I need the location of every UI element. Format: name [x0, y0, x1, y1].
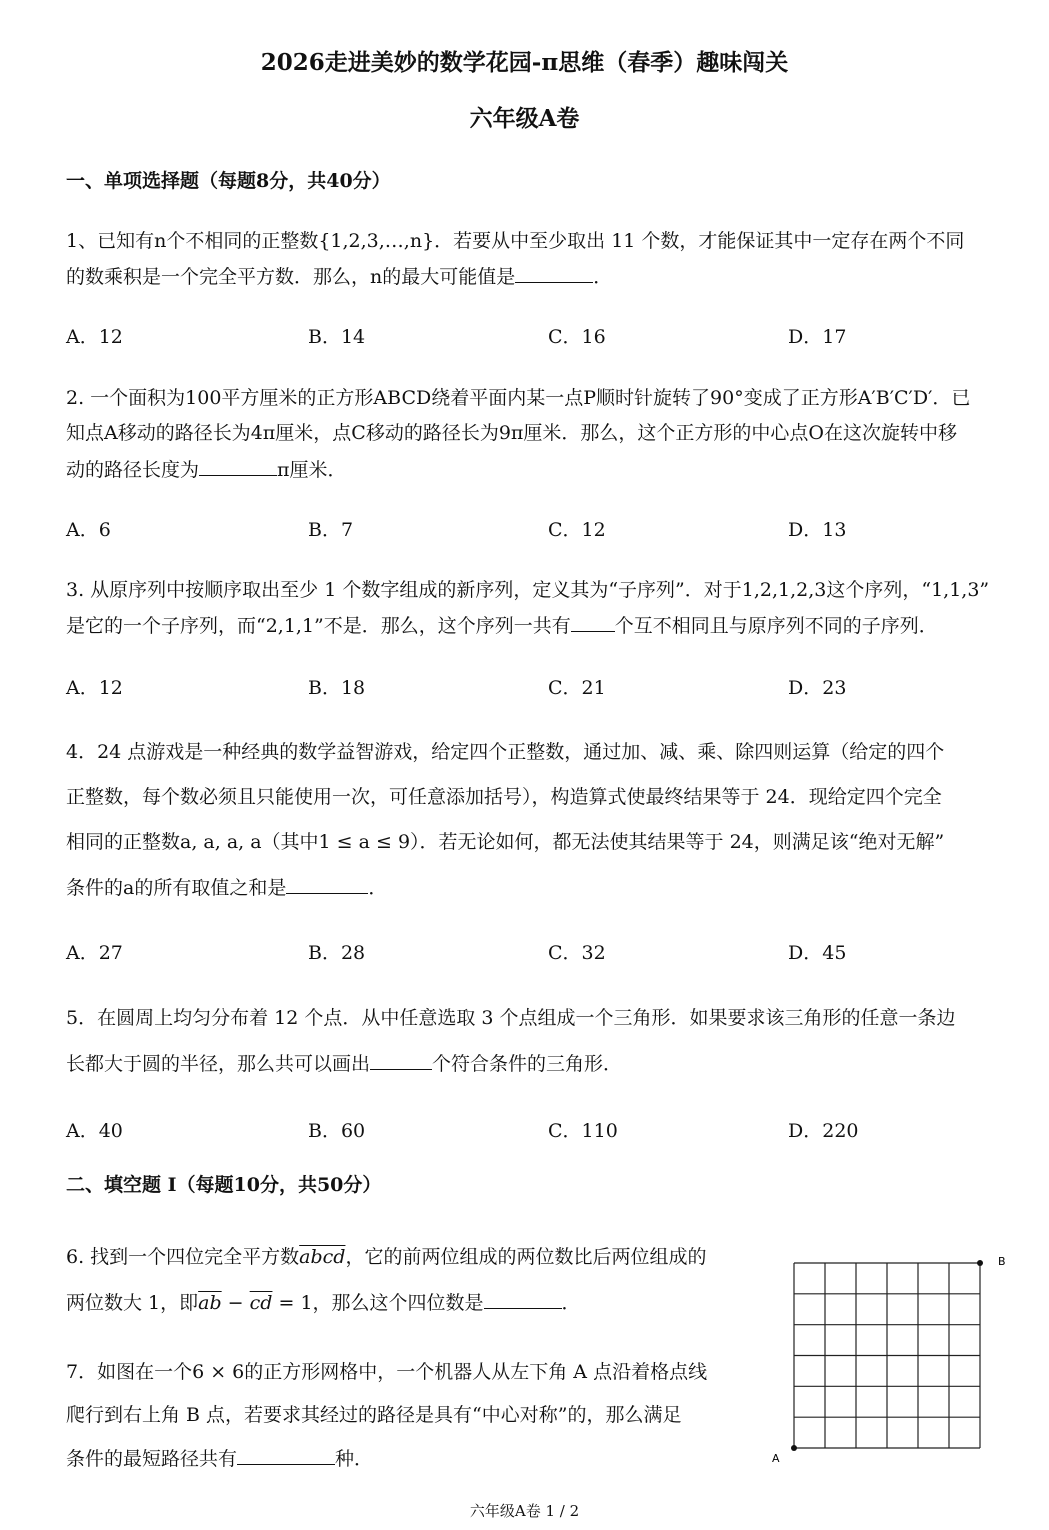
overline-abcd: abcd: [299, 1246, 346, 1268]
question-4-line-3: 相同的正整数a, a, a, a（其中1 ≤ a ≤ 9）．若无论如何，都无法使其结果等于 24，则满足该“绝对无解”: [66, 831, 945, 853]
question-5-end: 个符合条件的三角形．: [432, 1052, 623, 1075]
question-3-option-b[interactable]: B．18: [308, 677, 366, 699]
question-4-option-d[interactable]: D．45: [788, 942, 847, 964]
question-2-option-b[interactable]: B．7: [308, 519, 354, 541]
grid-label-b: B: [998, 1255, 1006, 1268]
point-b: [977, 1260, 983, 1266]
question-6-text-2: 两位数大 1，即: [66, 1291, 199, 1314]
question-2-text: 动的路径长度为: [66, 458, 200, 481]
question-4-option-a[interactable]: A．27: [66, 942, 123, 964]
point-a: [791, 1445, 797, 1451]
question-2-option-d[interactable]: D．13: [788, 519, 847, 541]
question-6-text-cont: ，它的前两位组成的两位数比后两位组成的: [345, 1246, 707, 1268]
question-4-line-1: 4．24 点游戏是一种经典的数学益智游戏，给定四个正整数，通过加、减、乘、除四则运算（给定的四个: [66, 741, 945, 763]
question-1-line-2: [66, 261, 612, 289]
question-4-line-4: [66, 872, 387, 900]
question-1-line-1: 1、已知有n个不相同的正整数{1,2,3,…,n}．若要从中至少取出 11 个数，才能保证其中一定存在两个不同: [66, 230, 965, 252]
grid-figure: [770, 1248, 1030, 1478]
question-3-end: 个互不相同且与原序列不同的子序列．: [614, 614, 938, 637]
question-1-option-d[interactable]: D．17: [788, 326, 847, 348]
section-heading-fill: 二、填空题 I（每题10分，共50分）: [66, 1174, 382, 1196]
question-6-end: ．: [561, 1291, 581, 1314]
question-3-line-1: 3. 从原序列中按顺序取出至少 1 个数字组成的新序列，定义其为“子序列”．对于1,2,1,2,3这个序列，“1,1,3”: [66, 579, 990, 601]
question-5-text: 长都大于圆的半径，那么共可以画出: [66, 1052, 371, 1075]
question-7-line-2: 爬行到右上角 B 点，若要求其经过的路径是具有“中心对称”的，那么满足: [66, 1404, 682, 1426]
question-4-text: 条件的a的所有取值之和是: [66, 876, 287, 899]
question-2-line-1: 2. 一个面积为100平方厘米的正方形ABCD绕着平面内某一点P顺时针旋转了90°变成了正方形A′B′C′D′．已: [66, 387, 971, 409]
question-3-text: 是它的一个子序列，而“2,1,1”不是．那么，这个序列一共有: [66, 614, 571, 637]
question-5-option-d[interactable]: D．220: [788, 1120, 859, 1142]
page-title: 2026走进美妙的数学花园-π思维（春季）趣味闯关: [260, 49, 789, 76]
question-6-line-2: [66, 1287, 581, 1315]
answer-blank[interactable]: [370, 1048, 432, 1070]
question-4-option-c[interactable]: C．32: [548, 942, 606, 964]
question-2-line-2: 知点A移动的路径长为4π厘米，点C移动的路径长为9π厘米．那么，这个正方形的中心点O在这次旋转中移: [66, 422, 957, 444]
page-subtitle: 六年级A卷: [469, 105, 580, 132]
question-1-text: 的数乘积是一个完全平方数．那么，n的最大可能值是: [66, 265, 516, 288]
question-5-option-b[interactable]: B．60: [308, 1120, 366, 1142]
question-3-line-2: [66, 610, 938, 638]
minus-sign: −: [221, 1291, 250, 1314]
section-heading-choice: 一、单项选择题（每题8分，共40分）: [66, 170, 391, 192]
overline-ab: $\overline{ab}$: [198, 1291, 222, 1314]
question-7-line-3: [66, 1443, 373, 1471]
answer-blank[interactable]: [484, 1287, 562, 1309]
question-5-option-a[interactable]: A．40: [66, 1120, 123, 1142]
question-4-option-b[interactable]: B．28: [308, 942, 366, 964]
question-7-end: 种．: [335, 1447, 374, 1470]
question-6-text-3: = 1，那么这个四位数是: [272, 1291, 484, 1314]
question-1-option-a[interactable]: A．12: [66, 326, 123, 348]
answer-blank[interactable]: [199, 454, 277, 476]
question-5-option-c[interactable]: C．110: [548, 1120, 618, 1142]
grid-label-a: A: [772, 1452, 780, 1465]
grid-lines: [794, 1263, 980, 1448]
question-5-line-2: [66, 1048, 622, 1076]
question-6-text: 6. 找到一个四位完全平方数: [66, 1246, 300, 1268]
question-1-option-c[interactable]: C．16: [548, 326, 606, 348]
question-5-line-1: 5．在圆周上均匀分布着 12 个点．从中任意选取 3 个点组成一个三角形．如果要求该三角形的任意一条边: [66, 1007, 956, 1029]
answer-blank[interactable]: [286, 872, 368, 894]
question-6-line-1: [66, 1242, 706, 1269]
question-4-line-2: 正整数，每个数必须且只能使用一次，可任意添加括号），构造算式使最终结果等于 24．现给定四个完全: [66, 786, 942, 808]
question-3-option-d[interactable]: D．23: [788, 677, 847, 699]
question-3-option-c[interactable]: C．21: [548, 677, 606, 699]
question-2-end: π厘米．: [277, 458, 347, 481]
question-3-option-a[interactable]: A．12: [66, 677, 123, 699]
question-1-option-b[interactable]: B．14: [308, 326, 366, 348]
page-footer: 六年级A卷 1 / 2: [469, 1502, 580, 1520]
question-4-end: ．: [368, 876, 388, 899]
question-2-option-c[interactable]: C．12: [548, 519, 606, 541]
answer-blank[interactable]: [515, 261, 593, 283]
question-7-line-1: 7．如图在一个6 × 6的正方形网格中，一个机器人从左下角 A 点沿着格点线: [66, 1361, 708, 1383]
answer-blank[interactable]: [237, 1443, 335, 1465]
question-2-line-3: [66, 454, 347, 482]
question-7-text: 条件的最短路径共有: [66, 1447, 238, 1470]
answer-blank[interactable]: [571, 610, 615, 632]
overline-cd: $\overline{cd}$: [249, 1291, 273, 1314]
question-2-option-a[interactable]: A．6: [66, 519, 111, 541]
question-1-end: ．: [593, 265, 613, 288]
